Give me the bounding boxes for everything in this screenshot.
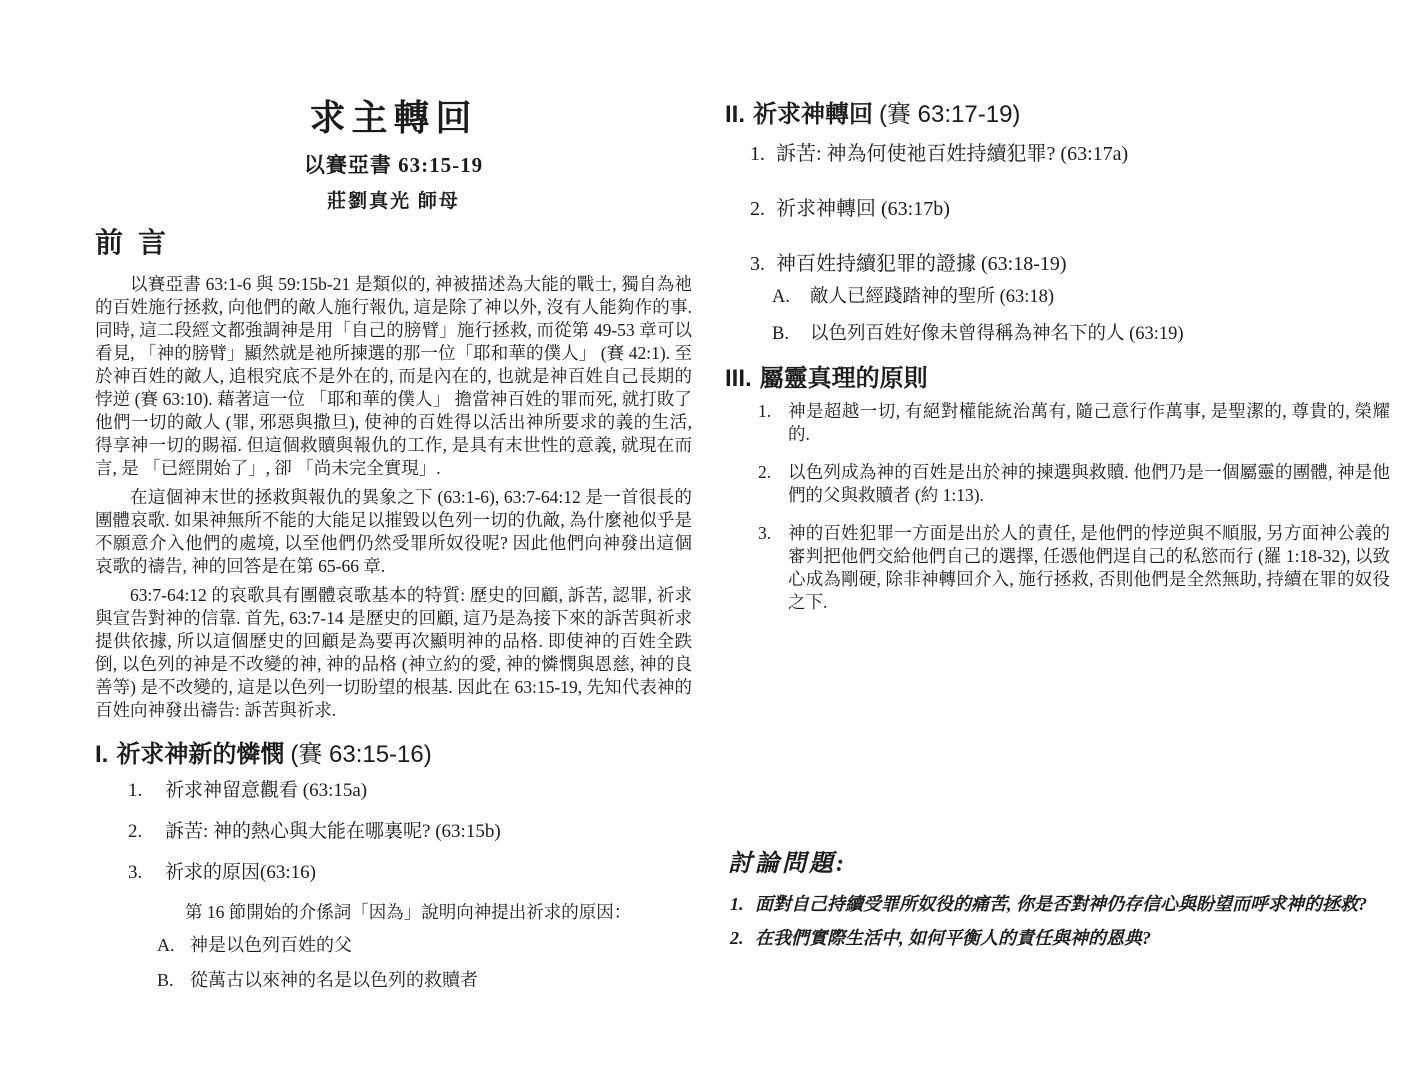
intro-heading: 前 言 xyxy=(95,228,171,260)
item-text: 以色列百姓好像未曾得稱為神名下的人 (63:19) xyxy=(810,324,1184,344)
section1-title: 祈求神新的憐憫 xyxy=(116,742,285,769)
item-letter: A. xyxy=(772,287,790,307)
principle-item xyxy=(758,400,1390,446)
intro-paragraph-2: 在這個神末世的拯救與報仇的異象之下 (63:1-6), 63:7-64:12 是一首很長的團體哀歌. 如果神無所不能的大能足以摧毀以色列一切的仇敵, 為什麼祂似乎是不願意介入他們的處境, 以至他們仍然受罪所奴役呢? 因此他們向神發出這個哀歌的禱告, 神的回答是在第 65-66 章. xyxy=(95,487,692,577)
principle-item xyxy=(758,461,1390,507)
outline-item xyxy=(128,819,692,844)
outline-subitem xyxy=(157,933,692,957)
left-column xyxy=(95,0,692,1003)
section1-reference: (賽 63:15-16) xyxy=(290,741,432,769)
section2-numeral: II. xyxy=(725,101,746,128)
section1-heading xyxy=(95,740,692,770)
item-letter: B. xyxy=(772,324,789,344)
item-number: 1. xyxy=(730,893,744,914)
item-number: 2. xyxy=(750,198,765,220)
item-text: 面對自己持續受罪所奴役的痛苦, 你是否對神仍存信心與盼望而呼求神的拯救? xyxy=(755,893,1367,914)
outline-item xyxy=(750,196,1390,222)
section1-numeral: I. xyxy=(95,741,109,769)
item-text: 神是超越一切, 有絕對權能統治萬有, 隨己意行作萬事, 是聖潔的, 尊貴的, 榮耀的. xyxy=(788,401,1390,444)
page-title: 求主轉回 xyxy=(309,98,478,138)
outline-item xyxy=(750,251,1390,277)
item-number: 2. xyxy=(128,821,143,843)
outline-subitem xyxy=(772,285,1390,309)
item-number: 1. xyxy=(128,780,143,802)
discussion-section xyxy=(728,850,1390,951)
item-letter: B. xyxy=(157,970,174,991)
item-text: 在我們實際生活中, 如何平衡人的責任與神的恩典? xyxy=(755,927,1151,948)
item-text: 祈求的原因(63:16) xyxy=(165,862,316,884)
section2-subitems xyxy=(772,285,1390,346)
item-text: 訴苦: 神的熱心與大能在哪裏呢? (63:15b) xyxy=(165,821,501,843)
section3-title: 屬靈真理的原則 xyxy=(759,366,928,392)
section2-reference: (賽 63:17-19) xyxy=(879,101,1021,128)
item-number: 1. xyxy=(758,401,772,421)
discussion-question xyxy=(728,925,1390,951)
item-text: 從萬古以來神的名是以色列的救贖者 xyxy=(190,970,478,991)
item-number: 3. xyxy=(758,523,772,543)
item-number: 3. xyxy=(128,862,143,884)
outline-subitem xyxy=(772,322,1390,346)
section3-heading xyxy=(725,364,1390,394)
outline-item xyxy=(128,860,692,885)
discussion-items xyxy=(728,891,1390,951)
item-number: 2. xyxy=(758,462,772,482)
section2-heading xyxy=(725,100,1390,130)
item-text: 神的百姓犯罪一方面是出於人的責任, 是他們的悖逆與不順服, 另方面神公義的審判把他們交給他們自己的選擇, 任憑他們逞自己的私慾而行 (羅 1:18-32), 以致心成為剛硬, 除非神轉回介入, 施行拯救, 否則他們是全然無助, 持續在罪的奴役之下. xyxy=(788,523,1390,612)
item-number: 1. xyxy=(750,143,765,165)
item-letter: A. xyxy=(157,935,175,956)
section1-note: 第 16 節開始的介係詞「因為」說明向神提出祈求的原因： xyxy=(185,902,632,923)
scripture-reference: 以賽亞書 63:15-19 xyxy=(303,153,484,178)
outline-item xyxy=(128,778,692,803)
item-text: 神百姓持續犯罪的證據 (63:18-19) xyxy=(776,253,1067,275)
discussion-question xyxy=(728,891,1390,917)
discussion-heading: 討論問題: xyxy=(728,851,847,877)
section2-title: 祈求神轉回 xyxy=(753,102,874,128)
section1-items xyxy=(128,778,692,885)
section3-numeral: III. xyxy=(725,365,752,392)
item-number: 3. xyxy=(750,253,765,275)
section3-items xyxy=(758,400,1390,614)
outline-item xyxy=(750,141,1390,167)
section2-items xyxy=(750,141,1390,277)
item-text: 以色列成為神的百姓是出於神的揀選與救贖. 他們乃是一個屬靈的團體, 神是他們的父與救贖者 (約 1:13). xyxy=(788,462,1390,505)
principle-item xyxy=(758,522,1390,614)
right-column xyxy=(725,0,1390,614)
item-text: 敵人已經踐踏神的聖所 (63:18) xyxy=(810,287,1055,307)
item-text: 祈求神留意觀看 (63:15a) xyxy=(165,780,368,802)
section1-subitems xyxy=(157,933,692,992)
outline-subitem xyxy=(157,968,692,992)
item-number: 2. xyxy=(730,927,744,948)
intro-paragraph-1: 以賽亞書 63:1-6 與 59:15b-21 是類似的, 神被描述為大能的戰士, 獨自為祂的百姓施行拯救, 向他們的敵人施行報仇, 這是除了神以外, 沒有人能夠作的事. 同時, 這二段經文都強調神是用「自己的膀臂」施行拯救, 而從第 49-53 章可以看見, 「神的膀臂」顯然就是祂所揀選的那一位「耶和華的僕人」 (賽 42:1). 至於神百姓的敵人, 追根究底不是外在的, 而是內在的, 也就是神百姓自己長期的悖逆 (賽 63:10). 藉著這一位 「耶和華的僕人」 擔當神百姓的罪而死, 就打敗了他們一切的敵人 (罪, 邪惡與撒旦), 使神的百姓得以活出神所要求的義的生活, 得享神一切的賜福. 但這個救贖與報仇的工作, 是具有末世性的意義, 就現在而言, 是 「已經開始了」, 卻 「尚未完全實現」. xyxy=(95,274,692,479)
item-text: 訴苦: 神為何使祂百姓持續犯罪? (63:17a) xyxy=(776,143,1129,165)
title-block xyxy=(95,97,692,213)
author-line: 莊劉真光 師母 xyxy=(327,191,460,213)
item-text: 神是以色列百姓的父 xyxy=(190,935,352,956)
intro-paragraph-3: 63:7-64:12 的哀歌具有團體哀歌基本的特質: 歷史的回顧, 訴苦, 認罪, 祈求與宣告對神的信靠. 首先, 63:7-14 是歷史的回顧, 這乃是為接下來的訴苦與祈求提供依據, 所以這個歷史的回顧是為要再次顯明神的品格. 即使神的百姓全跌倒, 以色列的神是不改變的神, 神的品格 (神立約的愛, 神的憐憫與恩慈, 神的良善等) 是不改變的, 這是以色列一切盼望的根基. 因此在 63:15-19, 先知代表神的百姓向神發出禱告: 訴苦與祈求. xyxy=(95,585,692,721)
item-text: 祈求神轉回 (63:17b) xyxy=(776,198,950,220)
